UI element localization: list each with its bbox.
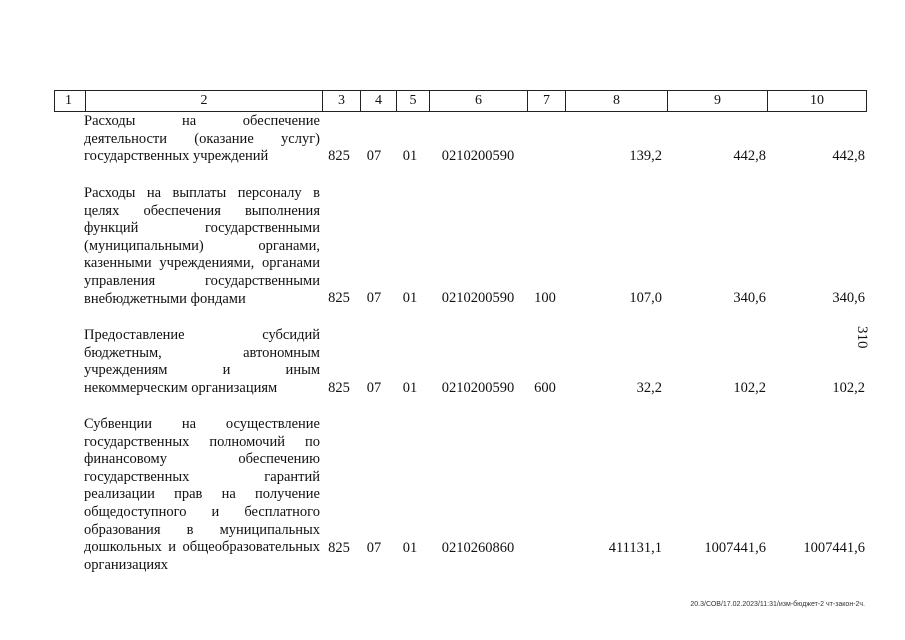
row-code-6: 0210200590	[441, 148, 515, 164]
row-value-10: 340,6	[832, 290, 865, 306]
row-code-3: 825	[328, 290, 350, 306]
row-code-4: 07	[366, 540, 382, 556]
row-value-9: 442,8	[733, 148, 766, 164]
header-col-10: 10	[767, 91, 866, 111]
row-code-5: 01	[402, 148, 418, 164]
row-code-3: 825	[328, 540, 350, 556]
header-col-4: 4	[360, 91, 396, 111]
table-header	[54, 90, 867, 112]
row-description: Расходы на обеспечение деятельности (оказание услуг) государственных учреждений	[84, 113, 320, 165]
header-col-1: 1	[65, 93, 72, 108]
row-code-7: 100	[534, 290, 556, 306]
row-value-9: 340,6	[733, 290, 766, 306]
header-col-7: 7	[527, 91, 565, 111]
header-col-8: 8	[565, 91, 667, 111]
row-value-8: 139,2	[629, 148, 662, 164]
row-value-9: 1007441,6	[704, 540, 766, 556]
row-value-8: 411131,1	[608, 540, 662, 556]
row-description: Субвенции на осуществление государственных полномочий по финансовому обеспечению государственных гарантий реализации прав на получение общедоступного и бесплатного образования в муниципальных дошкольных и общеобразовательных организациях	[84, 416, 320, 573]
row-code-4: 07	[366, 290, 382, 306]
row-code-7: 600	[534, 380, 556, 396]
row-code-5: 01	[402, 290, 418, 306]
row-value-8: 107,0	[629, 290, 662, 306]
row-code-3: 825	[328, 380, 350, 396]
row-code-4: 07	[366, 148, 382, 164]
header-col-3: 3	[322, 91, 360, 111]
header-col-6: 6	[429, 91, 527, 111]
row-code-5: 01	[402, 380, 418, 396]
header-col-9: 9	[667, 91, 767, 111]
row-description: Расходы на выплаты персоналу в целях обеспечения выполнения функций государственными (муниципальными) органами, казенными учреждениями, органами управления государственными внебюджетными фондами	[84, 185, 320, 307]
header-col-5: 5	[396, 91, 429, 111]
footer-stamp: 20.3/СОВ/17.02.2023/11:31/изм-бюджет-2 чт-закон-2ч.	[690, 601, 865, 608]
row-value-10: 102,2	[832, 380, 865, 396]
row-code-3: 825	[328, 148, 350, 164]
row-code-4: 07	[366, 380, 382, 396]
row-description: Предоставление субсидий бюджетным, автономным учреждениям и иным некоммерческим организациям	[84, 327, 320, 396]
row-code-6: 0210260860	[441, 540, 515, 556]
row-code-6: 0210200590	[441, 380, 515, 396]
row-value-8: 32,2	[636, 380, 662, 396]
row-code-5: 01	[402, 540, 418, 556]
row-value-9: 102,2	[733, 380, 766, 396]
page-number: 310	[854, 326, 870, 349]
row-code-6: 0210200590	[441, 290, 515, 306]
row-value-10: 442,8	[832, 148, 865, 164]
row-value-10: 1007441,6	[803, 540, 865, 556]
header-col-2: 2	[85, 91, 322, 111]
